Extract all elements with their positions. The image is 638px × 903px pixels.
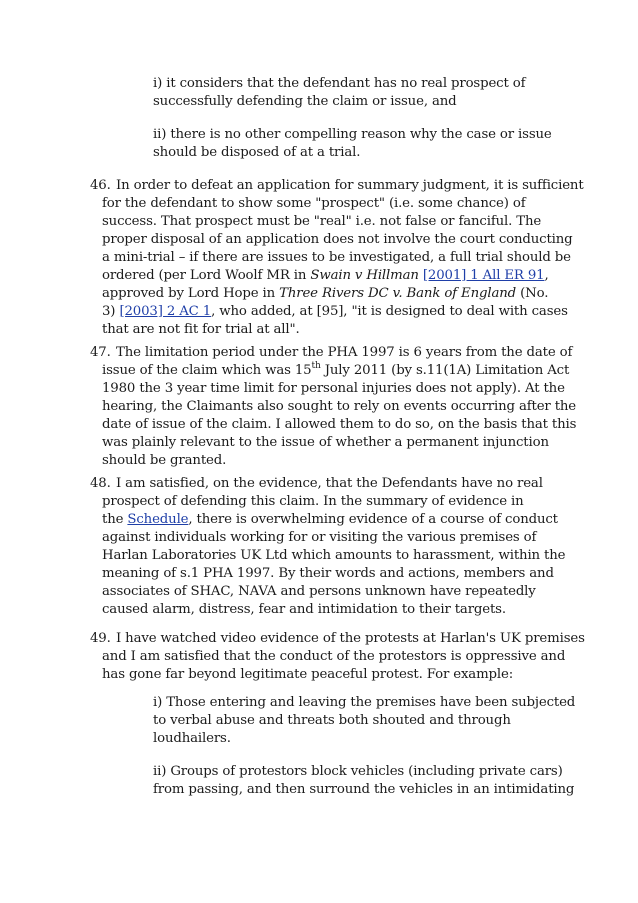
text: the — [102, 512, 128, 527]
sub-item-ii-bottom-line-2: from passing, and then surround the vehicles in an intimidating — [153, 782, 575, 797]
paragraph-48-line-5: Harlan Laboratories UK Ltd which amounts to harassment, within the — [102, 548, 566, 563]
paragraph-47-line-6: was plainly relevant to the issue of whether a permanent injunction — [102, 435, 549, 450]
paragraph-46-line-5: a mini-trial – if there are issues to be investigated, a full trial should be — [102, 250, 571, 265]
paragraph-46-line-7 — [102, 285, 548, 303]
sub-item-i-bottom-line-3: loudhailers. — [153, 731, 231, 746]
text: (No. — [516, 286, 549, 301]
paragraph-49-line-3: has gone far beyond legitimate peaceful protest. For example: — [102, 667, 514, 682]
paragraph-48-line-2: prospect of defending this claim. In the summary of evidence in — [102, 494, 524, 509]
sub-item-ii-line-1: ii) there is no other compelling reason why the case or issue — [153, 127, 552, 142]
sub-item-i-bottom-line-1: i) Those entering and leaving the premises have been subjected — [153, 695, 576, 710]
text: July 2011 (by s.11(1A) Limitation Act — [320, 363, 570, 378]
paragraph-48-line-1: I am satisfied, on the evidence, that the Defendants have no real — [116, 476, 543, 491]
text: , there is overwhelming evidence of a course of conduct — [188, 512, 558, 527]
paragraph-48-line-3 — [102, 511, 558, 529]
paragraph-46-line-1: In order to defeat an application for summary judgment, it is sufficient — [116, 178, 584, 193]
paragraph-46-line-3: success. That prospect must be "real" i.e. not false or fanciful. The — [102, 214, 542, 229]
case-name-three-rivers: Three Rivers DC v. Bank of England — [279, 286, 517, 301]
paragraph-49-number: 49. — [90, 631, 111, 646]
paragraph-49-line-2: and I am satisfied that the conduct of the protestors is oppressive and — [102, 649, 566, 664]
paragraph-48-line-8: caused alarm, distress, fear and intimidation to their targets. — [102, 602, 506, 617]
paragraph-48-line-6: meaning of s.1 PHA 1997. By their words and actions, members and — [102, 566, 554, 581]
paragraph-48-line-7: associates of SHAC, NAVA and persons unknown have repeatedly — [102, 584, 536, 599]
case-name-swain: Swain v Hillman — [310, 268, 419, 283]
sub-item-ii-line-2: should be disposed of at a trial. — [153, 145, 361, 160]
paragraph-47-line-4: hearing, the Claimants also sought to rely on events occurring after the — [102, 399, 577, 414]
sub-item-ii-bottom-line-1: ii) Groups of protestors block vehicles (including private cars) — [153, 764, 563, 779]
paragraph-47-line-1: The limitation period under the PHA 1997 is 6 years from the date of — [116, 345, 573, 360]
sub-item-i-line-1: i) it considers that the defendant has no real prospect of — [153, 76, 526, 91]
citation-link-2003-ac-1[interactable]: [2003] 2 AC 1 — [119, 304, 212, 319]
paragraph-46-line-8 — [102, 303, 568, 321]
schedule-link[interactable]: Schedule — [127, 512, 189, 527]
paragraph-47-line-7: should be granted. — [102, 453, 227, 468]
text: ordered (per Lord Woolf MR in — [102, 268, 311, 283]
paragraph-46-line-6 — [102, 267, 549, 285]
text: , — [544, 268, 549, 283]
citation-link-2001-all-er-91[interactable]: [2001] 1 All ER 91 — [422, 268, 545, 283]
paragraph-46-line-2: for the defendant to show some "prospect" (i.e. some chance) of — [102, 196, 526, 211]
text: 3) — [102, 304, 120, 319]
text: issue of the claim which was 15 — [102, 363, 312, 378]
sub-item-i-line-2: successfully defending the claim or issue, and — [153, 94, 457, 109]
paragraph-49-line-1: I have watched video evidence of the protests at Harlan's UK premises — [116, 631, 585, 646]
paragraph-47-line-3: 1980 the 3 year time limit for personal injuries does not apply). At the — [102, 381, 565, 396]
sub-item-i-bottom-line-2: to verbal abuse and threats both shouted and through — [153, 713, 511, 728]
paragraph-47-line-5: date of issue of the claim. I allowed them to do so, on the basis that this — [102, 417, 577, 432]
paragraph-48-line-4: against individuals working for or visiting the various premises of — [102, 530, 537, 545]
paragraph-46-line-9: that are not fit for trial at all". — [102, 322, 300, 337]
paragraph-47-number: 47. — [90, 345, 111, 360]
text: approved by Lord Hope in — [102, 286, 280, 301]
text: , who added, at [95], "it is designed to deal with cases — [211, 304, 568, 319]
paragraph-46-number: 46. — [90, 178, 111, 193]
ordinal-suffix: th — [311, 360, 321, 371]
paragraph-46-line-4: proper disposal of an application does not involve the court conducting — [102, 232, 573, 247]
paragraph-48-number: 48. — [90, 476, 111, 491]
paragraph-47-line-2 — [102, 362, 569, 380]
